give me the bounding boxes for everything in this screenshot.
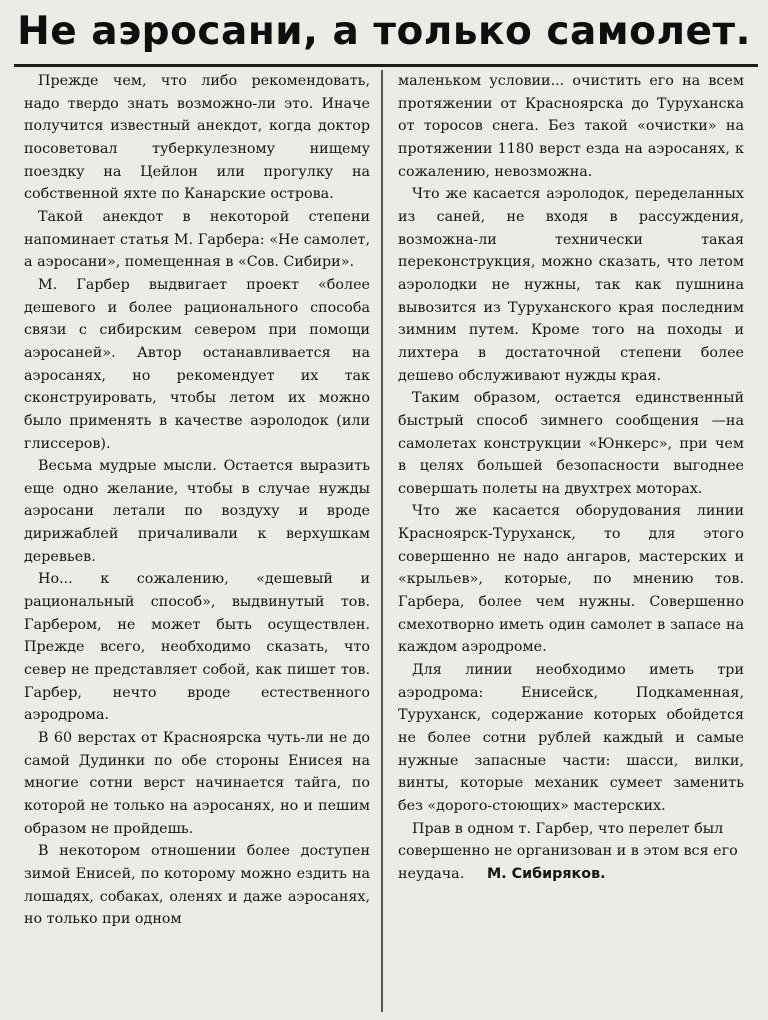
- paragraph: Для линии необходимо иметь три аэродрома: Енисейск, Подкаменная, Туруханск, содержание которых обойдется не более сотни рублей каждый и самые нужные запасные части: шасси, вилки, винты, которые механик сумеет заменить без «дорого-стоющих» мастерских.: [398, 662, 744, 814]
- article-headline: Не аэросани, а только самолет.: [17, 9, 751, 54]
- paragraph: В некотором отношении более доступен зимой Енисей, по которому можно ездить на лошадях, собаках, оленях и даже аэросанях, но только при одном: [24, 843, 370, 928]
- author-signature: М. Сибиряков.: [486, 865, 606, 882]
- paragraph: Такой анекдот в некоторой степени напоминает статья М. Гарбера: «Не самолет, а аэросани», помещенная в «Сов. Сибири».: [24, 208, 370, 271]
- paragraph: М. Гарбер выдвигает проект «более дешевого и более рационального способа связи с сибирским севером при помощи аэросаней». Автор останавливается на аэросанях, но рекомендует их так сконструировать, чтобы летом их можно было применять в качестве аэролодок (или глиссеров).: [24, 276, 370, 452]
- paragraph: Что же касается аэролодок, переделанных из саней, не входя в рассуждения, возможна-ли технически такая переконструкция, можно сказать, что летом аэролодки не нужны, так как пушнина вывозится из Туруханского края последним зимним путем. Кроме того на походы и лихтера в достаточной степени более дешево обслуживают нужды края.: [398, 186, 744, 384]
- headline-rule: [14, 64, 758, 67]
- closing-text: Прав в одном т. Гарбер, что перелет был совершенно не организован и в этом вся его неудача.: [398, 820, 738, 882]
- paragraph: Таким образом, остается единственный быстрый способ зимнего сообщения —на самолетах конструкции «Юнкерс», при чем в целях большей безопасности выгоднее совершать полеты на двухтрех моторах.: [398, 390, 744, 497]
- column-separator: [381, 70, 383, 1012]
- paragraph: Прежде чем, что либо рекомендовать, надо твердо знать возможно-ли это. Иначе получится известный анекдот, когда доктор посоветовал туберкулезному нищему поездку на Цейлон или прогулку на собственной яхте по Канарские острова.: [24, 73, 370, 203]
- paragraph: Что же касается оборудования линии Красноярск-Туруханск, то для этого совершенно не надо ангаров, мастерских и «крыльев», которые, по мнению тов. Гарбера, более чем нужны. Совершенно смехотворно иметь один самолет в запасе на каждом аэродроме.: [398, 503, 744, 656]
- closing-paragraph: [398, 818, 744, 886]
- right-column: [398, 70, 744, 1016]
- paragraph: Весьма мудрые мысли. Остается выразить еще одно желание, чтобы в случае нужды аэросани летали по воздуху и вроде дирижаблей причаливали к верхушкам деревьев.: [24, 458, 370, 565]
- paragraph-continuation: маленьком условии... очистить его на всем протяжении от Красноярска до Туруханска от торосов снега. Без такой «очистки» на протяжении 1180 верст езда на аэросанях, к сожалению, невозможна.: [398, 73, 744, 180]
- paragraph: Но... к сожалению, «дешевый и рациональный способ», выдвинутый тов. Гарбером, не может быть осуществлен. Прежде всего, необходимо сказать, что север не представляет собой, как пишет тов. Гарбер, нечто вроде естественного аэродрома.: [24, 571, 370, 724]
- paragraph: В 60 верстах от Красноярска чуть-ли не до самой Дудинки по обе стороны Енисея на многие сотни верст начинается тайга, по которой не только на аэросанях, но и пешим образом не пройдешь.: [24, 730, 370, 837]
- left-column: [24, 70, 370, 1016]
